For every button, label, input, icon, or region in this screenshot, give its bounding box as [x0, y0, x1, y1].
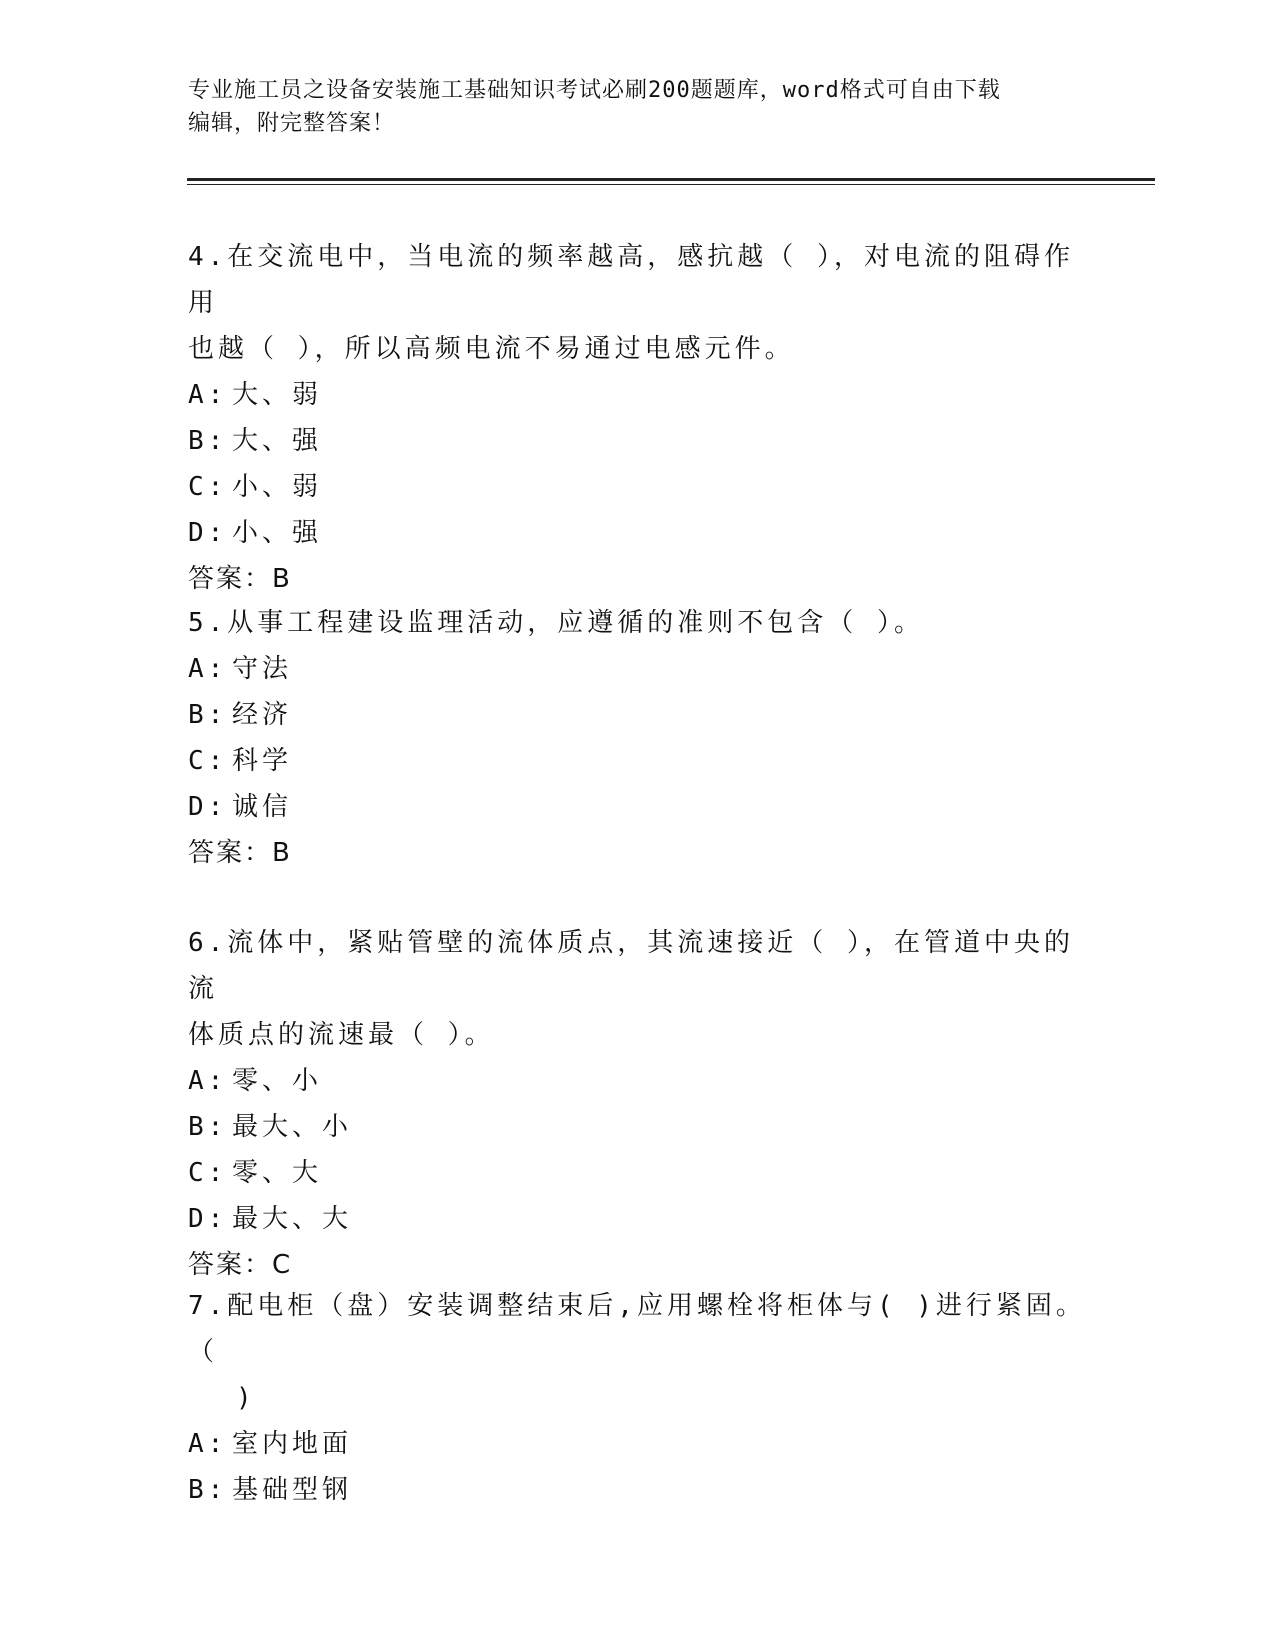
question-stem-line1: 5.从事工程建设监理活动，应遵循的准则不包含（ ）。: [188, 608, 924, 638]
option-d: [188, 510, 1088, 556]
option-a: [188, 1421, 1088, 1467]
option-text: 科学: [232, 746, 293, 776]
option-text: 最大、大: [232, 1204, 353, 1234]
option-key: A:: [188, 1429, 228, 1459]
header-title-line1: 专业施工员之设备安装施工基础知识考试必刷200题题库，word格式可自由下载: [188, 78, 1001, 103]
option-a: [188, 372, 1088, 418]
option-text: 小、强: [232, 518, 323, 548]
question-7: [188, 1283, 1088, 1513]
question-stem-line2: 也越（ ），所以高频电流不易通过电感元件。: [188, 334, 795, 364]
option-text: 零、大: [232, 1158, 323, 1188]
option-key: D:: [188, 1204, 228, 1234]
document-header: [188, 74, 1088, 140]
option-text: 诚信: [232, 792, 293, 822]
question-stem: [188, 234, 1088, 372]
option-key: B:: [188, 1475, 228, 1505]
option-text: 经济: [232, 700, 293, 730]
option-c: [188, 464, 1088, 510]
option-text: 最大、小: [232, 1112, 353, 1142]
option-text: 零、小: [232, 1066, 323, 1096]
question-stem-line1: 7.配电柜（盘）安装调整结束后,应用螺栓将柜体与( )进行紧固。（: [188, 1291, 1086, 1367]
option-text: 大、强: [232, 426, 323, 456]
option-key: A:: [188, 1066, 228, 1096]
option-d: [188, 784, 1088, 830]
option-key: C:: [188, 746, 228, 776]
question-stem: [188, 600, 1088, 646]
option-key: B:: [188, 426, 228, 456]
question-stem-line2: 体质点的流速最（ ）。: [188, 1020, 495, 1050]
option-key: C:: [188, 472, 228, 502]
question-stem-line2: ): [236, 1383, 256, 1413]
option-key: C:: [188, 1158, 228, 1188]
option-key: A:: [188, 380, 228, 410]
option-text: 守法: [232, 654, 293, 684]
option-b: [188, 692, 1088, 738]
option-text: 室内地面: [232, 1429, 353, 1459]
answer-line: 答案：B: [188, 838, 292, 868]
question-6: [188, 920, 1088, 1288]
option-c: [188, 738, 1088, 784]
option-key: D:: [188, 518, 228, 548]
option-d: [188, 1196, 1088, 1242]
question-stem-line1: 4.在交流电中，当电流的频率越高，感抗越（ ），对电流的阻碍作用: [188, 242, 1074, 318]
question-4: [188, 234, 1088, 602]
question-stem: [188, 920, 1088, 1058]
option-c: [188, 1150, 1088, 1196]
question-stem-line1: 6.流体中，紧贴管壁的流体质点，其流速接近（ ），在管道中央的流: [188, 928, 1074, 1004]
option-text: 大、弱: [232, 380, 323, 410]
option-a: [188, 1058, 1088, 1104]
header-divider: [187, 178, 1155, 185]
option-text: 小、弱: [232, 472, 323, 502]
header-title-line2: 编辑，附完整答案！: [188, 111, 396, 136]
option-a: [188, 646, 1088, 692]
option-b: [188, 1467, 1088, 1513]
answer-line: 答案：B: [188, 564, 292, 594]
option-key: B:: [188, 1112, 228, 1142]
question-5: [188, 600, 1088, 876]
option-b: [188, 418, 1088, 464]
option-text: 基础型钢: [232, 1475, 353, 1505]
option-key: B:: [188, 700, 228, 730]
answer-line: 答案：C: [188, 1250, 293, 1280]
option-key: A:: [188, 654, 228, 684]
question-stem: [188, 1283, 1088, 1421]
option-b: [188, 1104, 1088, 1150]
option-key: D:: [188, 792, 228, 822]
